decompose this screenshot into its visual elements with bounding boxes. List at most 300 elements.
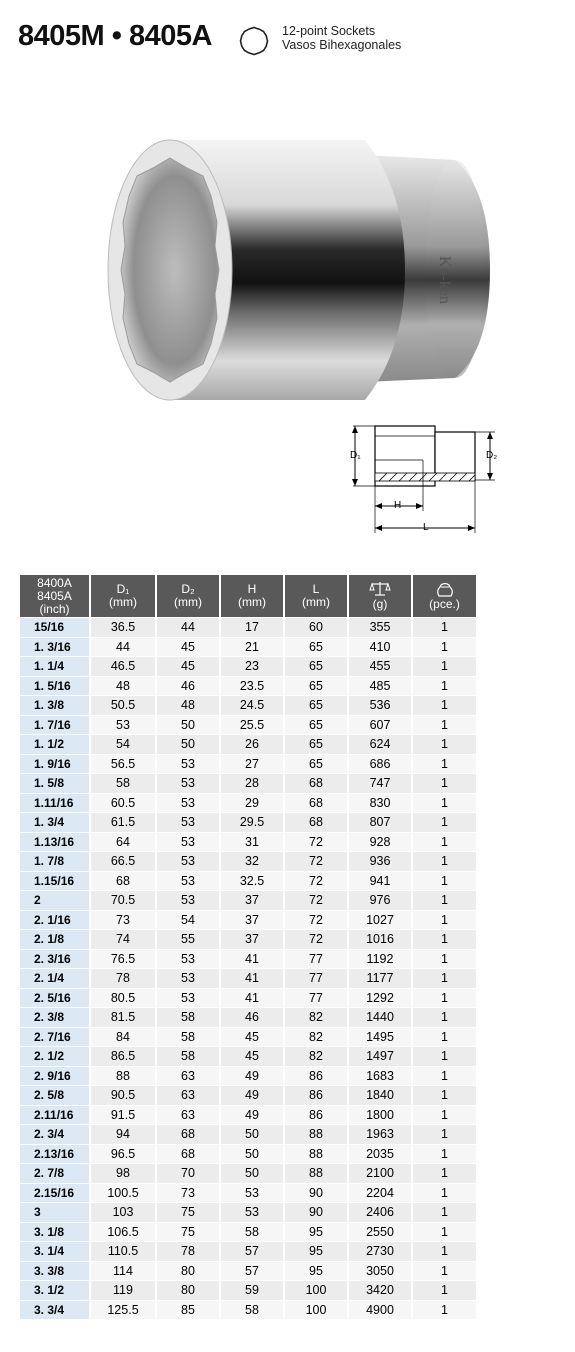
cell-l: 77	[284, 949, 348, 969]
cell-d1: 86.5	[90, 1047, 156, 1067]
cell-d2: 50	[156, 735, 220, 755]
cell-weight: 2550	[348, 1222, 412, 1242]
table-row	[20, 1164, 476, 1184]
cell-l: 72	[284, 871, 348, 891]
cell-pce: 1	[412, 1008, 476, 1028]
cell-pce: 1	[412, 1261, 476, 1281]
cell-pce: 1	[412, 1281, 476, 1301]
cell-d1: 81.5	[90, 1008, 156, 1028]
cell-d1: 96.5	[90, 1144, 156, 1164]
cell-size: 2. 3/8	[20, 1008, 90, 1028]
cell-weight: 1683	[348, 1066, 412, 1086]
cell-weight: 1177	[348, 969, 412, 989]
cell-h: 25.5	[220, 715, 284, 735]
cell-d2: 75	[156, 1203, 220, 1223]
cell-size: 2.15/16	[20, 1183, 90, 1203]
cell-size: 1. 5/8	[20, 774, 90, 794]
cell-pce: 1	[412, 930, 476, 950]
cell-d2: 70	[156, 1164, 220, 1184]
table-row	[20, 735, 476, 755]
cell-weight: 4900	[348, 1300, 412, 1319]
cell-h: 32	[220, 852, 284, 872]
cell-l: 60	[284, 618, 348, 638]
cell-weight: 3050	[348, 1261, 412, 1281]
cell-l: 72	[284, 910, 348, 930]
cell-d1: 110.5	[90, 1242, 156, 1262]
cell-weight: 941	[348, 871, 412, 891]
cell-l: 68	[284, 813, 348, 833]
cell-d2: 63	[156, 1086, 220, 1106]
cell-d1: 78	[90, 969, 156, 989]
cell-l: 82	[284, 1008, 348, 1028]
cell-d1: 88	[90, 1066, 156, 1086]
cell-weight: 355	[348, 618, 412, 638]
diagram-label-d1: D₁	[350, 450, 361, 461]
cell-pce: 1	[412, 1086, 476, 1106]
cell-d2: 53	[156, 969, 220, 989]
column-header-l: L (mm)	[284, 575, 348, 618]
cell-l: 77	[284, 988, 348, 1008]
cell-weight: 686	[348, 754, 412, 774]
cell-weight: 1016	[348, 930, 412, 950]
cell-l: 95	[284, 1261, 348, 1281]
table-row	[20, 715, 476, 735]
cell-weight: 2406	[348, 1203, 412, 1223]
brand-engraving: Ko-ken	[436, 256, 453, 304]
cell-h: 45	[220, 1047, 284, 1067]
cell-d2: 63	[156, 1105, 220, 1125]
cell-d2: 48	[156, 696, 220, 716]
cell-h: 58	[220, 1222, 284, 1242]
cell-size: 3. 3/4	[20, 1300, 90, 1319]
cell-l: 72	[284, 930, 348, 950]
table-row	[20, 1008, 476, 1028]
cell-weight: 830	[348, 793, 412, 813]
table-row	[20, 1047, 476, 1067]
cell-size: 1. 1/2	[20, 735, 90, 755]
cell-size: 2. 7/8	[20, 1164, 90, 1184]
cell-weight: 1495	[348, 1027, 412, 1047]
cell-d2: 53	[156, 852, 220, 872]
cell-pce: 1	[412, 1203, 476, 1223]
cell-h: 21	[220, 637, 284, 657]
cell-h: 49	[220, 1066, 284, 1086]
cell-size: 1. 9/16	[20, 754, 90, 774]
cell-d1: 58	[90, 774, 156, 794]
twelve-point-icon	[239, 26, 269, 56]
cell-l: 65	[284, 676, 348, 696]
cell-h: 50	[220, 1164, 284, 1184]
cell-size: 15/16	[20, 618, 90, 638]
cell-d2: 46	[156, 676, 220, 696]
cell-pce: 1	[412, 793, 476, 813]
cell-h: 37	[220, 910, 284, 930]
cell-size: 1.13/16	[20, 832, 90, 852]
diagram-label-d2: D₂	[486, 450, 498, 461]
cell-pce: 1	[412, 657, 476, 677]
cell-d1: 100.5	[90, 1183, 156, 1203]
cell-d2: 44	[156, 618, 220, 638]
cell-size: 1. 7/8	[20, 852, 90, 872]
cell-d1: 73	[90, 910, 156, 930]
table-row	[20, 1203, 476, 1223]
cell-d2: 85	[156, 1300, 220, 1319]
table-row	[20, 891, 476, 911]
cell-l: 68	[284, 793, 348, 813]
cell-size: 2	[20, 891, 90, 911]
cell-d2: 68	[156, 1125, 220, 1145]
cell-l: 88	[284, 1164, 348, 1184]
cell-pce: 1	[412, 696, 476, 716]
cell-l: 86	[284, 1105, 348, 1125]
cell-size: 3. 1/8	[20, 1222, 90, 1242]
cell-h: 32.5	[220, 871, 284, 891]
table-row	[20, 1183, 476, 1203]
cell-size: 3. 1/2	[20, 1281, 90, 1301]
cell-d2: 53	[156, 813, 220, 833]
cell-weight: 607	[348, 715, 412, 735]
cell-pce: 1	[412, 1125, 476, 1145]
diagram-label-l: L	[423, 522, 429, 533]
table-row	[20, 852, 476, 872]
cell-d2: 58	[156, 1008, 220, 1028]
cell-weight: 2100	[348, 1164, 412, 1184]
cell-size: 1. 3/16	[20, 637, 90, 657]
cell-l: 72	[284, 852, 348, 872]
cell-pce: 1	[412, 1222, 476, 1242]
cell-pce: 1	[412, 1144, 476, 1164]
cell-d2: 53	[156, 774, 220, 794]
cell-h: 59	[220, 1281, 284, 1301]
cell-d1: 56.5	[90, 754, 156, 774]
cell-h: 57	[220, 1261, 284, 1281]
cell-weight: 1192	[348, 949, 412, 969]
cell-pce: 1	[412, 637, 476, 657]
cell-weight: 976	[348, 891, 412, 911]
cell-h: 57	[220, 1242, 284, 1262]
cell-weight: 1963	[348, 1125, 412, 1145]
cell-size: 3	[20, 1203, 90, 1223]
bag-icon	[435, 581, 455, 597]
cell-weight: 485	[348, 676, 412, 696]
cell-size: 1. 5/16	[20, 676, 90, 696]
cell-pce: 1	[412, 949, 476, 969]
cell-h: 45	[220, 1027, 284, 1047]
diagram-label-h: H	[394, 500, 402, 511]
cell-pce: 1	[412, 735, 476, 755]
cell-size: 1. 7/16	[20, 715, 90, 735]
page-title: 8405M • 8405A	[18, 20, 212, 52]
table-row	[20, 1086, 476, 1106]
cell-d2: 63	[156, 1066, 220, 1086]
cell-size: 1.15/16	[20, 871, 90, 891]
table-row	[20, 1281, 476, 1301]
cell-h: 41	[220, 988, 284, 1008]
cell-weight: 747	[348, 774, 412, 794]
cell-l: 86	[284, 1066, 348, 1086]
cell-l: 88	[284, 1144, 348, 1164]
cell-d1: 53	[90, 715, 156, 735]
cell-l: 72	[284, 832, 348, 852]
cell-d1: 74	[90, 930, 156, 950]
cell-h: 26	[220, 735, 284, 755]
table-row	[20, 1066, 476, 1086]
cell-d2: 68	[156, 1144, 220, 1164]
cell-pce: 1	[412, 910, 476, 930]
cell-h: 23.5	[220, 676, 284, 696]
cell-d1: 36.5	[90, 618, 156, 638]
table-row	[20, 1105, 476, 1125]
cell-h: 46	[220, 1008, 284, 1028]
cell-h: 29	[220, 793, 284, 813]
cell-l: 77	[284, 969, 348, 989]
cell-h: 41	[220, 969, 284, 989]
cell-d1: 91.5	[90, 1105, 156, 1125]
cell-weight: 2204	[348, 1183, 412, 1203]
cell-h: 31	[220, 832, 284, 852]
cell-weight: 1497	[348, 1047, 412, 1067]
table-row	[20, 1300, 476, 1319]
cell-weight: 624	[348, 735, 412, 755]
cell-l: 82	[284, 1027, 348, 1047]
subtitle-spanish: Vasos Bihexagonales	[282, 38, 402, 52]
cell-size: 2. 7/16	[20, 1027, 90, 1047]
cell-d1: 125.5	[90, 1300, 156, 1319]
table-row	[20, 832, 476, 852]
cell-h: 24.5	[220, 696, 284, 716]
cell-weight: 1840	[348, 1086, 412, 1106]
cell-d2: 73	[156, 1183, 220, 1203]
cell-weight: 2730	[348, 1242, 412, 1262]
cell-size: 3. 1/4	[20, 1242, 90, 1262]
cell-d1: 84	[90, 1027, 156, 1047]
cell-pce: 1	[412, 969, 476, 989]
cell-l: 68	[284, 774, 348, 794]
table-row	[20, 871, 476, 891]
cell-pce: 1	[412, 832, 476, 852]
cell-pce: 1	[412, 871, 476, 891]
column-header-size: 8400A 8405A (inch)	[20, 575, 90, 618]
cell-pce: 1	[412, 1300, 476, 1319]
cell-l: 86	[284, 1086, 348, 1106]
cell-pce: 1	[412, 813, 476, 833]
table-row	[20, 949, 476, 969]
cell-l: 82	[284, 1047, 348, 1067]
cell-pce: 1	[412, 891, 476, 911]
column-header-d1: D₁ (mm)	[90, 575, 156, 618]
cell-weight: 1292	[348, 988, 412, 1008]
cell-pce: 1	[412, 754, 476, 774]
table-row	[20, 813, 476, 833]
scale-icon	[369, 581, 391, 597]
cell-pce: 1	[412, 1066, 476, 1086]
cell-d1: 103	[90, 1203, 156, 1223]
cell-d1: 76.5	[90, 949, 156, 969]
cell-l: 65	[284, 637, 348, 657]
cell-size: 2. 5/16	[20, 988, 90, 1008]
cell-d1: 94	[90, 1125, 156, 1145]
cell-weight: 1440	[348, 1008, 412, 1028]
cell-l: 65	[284, 735, 348, 755]
cell-pce: 1	[412, 1242, 476, 1262]
cell-d2: 58	[156, 1027, 220, 1047]
cell-d2: 45	[156, 637, 220, 657]
cell-d1: 90.5	[90, 1086, 156, 1106]
cell-size: 1. 3/4	[20, 813, 90, 833]
table-row	[20, 1222, 476, 1242]
cell-d2: 55	[156, 930, 220, 950]
cell-l: 100	[284, 1300, 348, 1319]
cell-size: 2.13/16	[20, 1144, 90, 1164]
cell-l: 95	[284, 1222, 348, 1242]
cell-size: 2. 1/4	[20, 969, 90, 989]
table-row	[20, 696, 476, 716]
cell-pce: 1	[412, 715, 476, 735]
cell-l: 88	[284, 1125, 348, 1145]
cell-d1: 114	[90, 1261, 156, 1281]
cell-h: 23	[220, 657, 284, 677]
cell-size: 2. 1/2	[20, 1047, 90, 1067]
cell-d1: 61.5	[90, 813, 156, 833]
cell-size: 2. 3/4	[20, 1125, 90, 1145]
cell-pce: 1	[412, 618, 476, 638]
cell-h: 53	[220, 1203, 284, 1223]
cell-d1: 106.5	[90, 1222, 156, 1242]
table-header-row	[20, 575, 476, 618]
cell-weight: 936	[348, 852, 412, 872]
cell-h: 53	[220, 1183, 284, 1203]
table-row	[20, 793, 476, 813]
cell-d2: 53	[156, 891, 220, 911]
cell-d2: 75	[156, 1222, 220, 1242]
table-row	[20, 618, 476, 638]
cell-h: 50	[220, 1144, 284, 1164]
cell-d1: 46.5	[90, 657, 156, 677]
cell-l: 90	[284, 1203, 348, 1223]
cell-d1: 66.5	[90, 852, 156, 872]
cell-weight: 2035	[348, 1144, 412, 1164]
cell-d2: 58	[156, 1047, 220, 1067]
table-row	[20, 1027, 476, 1047]
cell-d1: 119	[90, 1281, 156, 1301]
table-row	[20, 969, 476, 989]
cell-l: 95	[284, 1242, 348, 1262]
cell-weight: 536	[348, 696, 412, 716]
cell-d1: 54	[90, 735, 156, 755]
cell-d1: 60.5	[90, 793, 156, 813]
cell-d1: 80.5	[90, 988, 156, 1008]
cell-d2: 53	[156, 988, 220, 1008]
table-row	[20, 637, 476, 657]
table-row	[20, 754, 476, 774]
socket-product-image	[95, 130, 505, 410]
cell-size: 2. 5/8	[20, 1086, 90, 1106]
cell-d2: 78	[156, 1242, 220, 1262]
cell-weight: 807	[348, 813, 412, 833]
cell-weight: 1027	[348, 910, 412, 930]
cell-d2: 45	[156, 657, 220, 677]
cell-pce: 1	[412, 988, 476, 1008]
cell-h: 49	[220, 1105, 284, 1125]
cell-h: 41	[220, 949, 284, 969]
table-row	[20, 774, 476, 794]
cell-size: 2. 9/16	[20, 1066, 90, 1086]
spec-table	[20, 575, 476, 1319]
table-row	[20, 676, 476, 696]
cell-l: 65	[284, 657, 348, 677]
cell-h: 27	[220, 754, 284, 774]
cell-weight: 455	[348, 657, 412, 677]
cell-d2: 53	[156, 832, 220, 852]
cell-d1: 64	[90, 832, 156, 852]
cell-d2: 53	[156, 949, 220, 969]
cell-d1: 48	[90, 676, 156, 696]
table-row	[20, 1144, 476, 1164]
cell-l: 72	[284, 891, 348, 911]
cell-pce: 1	[412, 774, 476, 794]
cell-h: 28	[220, 774, 284, 794]
cell-d2: 50	[156, 715, 220, 735]
table-row	[20, 1242, 476, 1262]
cell-d1: 98	[90, 1164, 156, 1184]
cell-d1: 68	[90, 871, 156, 891]
cell-weight: 410	[348, 637, 412, 657]
column-header-d2: D₂ (mm)	[156, 575, 220, 618]
cell-size: 1.11/16	[20, 793, 90, 813]
table-row	[20, 988, 476, 1008]
cell-h: 37	[220, 891, 284, 911]
column-header-pce: (pce.)	[412, 575, 476, 618]
column-header-h: H (mm)	[220, 575, 284, 618]
cell-pce: 1	[412, 1183, 476, 1203]
cell-size: 1. 1/4	[20, 657, 90, 677]
cell-d2: 53	[156, 793, 220, 813]
cell-d2: 80	[156, 1261, 220, 1281]
cell-l: 65	[284, 754, 348, 774]
table-row	[20, 657, 476, 677]
cell-size: 1. 3/8	[20, 696, 90, 716]
subtitle-english: 12-point Sockets	[282, 24, 376, 38]
cell-pce: 1	[412, 676, 476, 696]
cell-d2: 53	[156, 754, 220, 774]
cell-size: 3. 3/8	[20, 1261, 90, 1281]
cell-d1: 44	[90, 637, 156, 657]
cell-d2: 80	[156, 1281, 220, 1301]
cell-pce: 1	[412, 1105, 476, 1125]
table-row	[20, 1261, 476, 1281]
cell-size: 2. 1/8	[20, 930, 90, 950]
cell-d1: 50.5	[90, 696, 156, 716]
cell-pce: 1	[412, 1164, 476, 1184]
cell-h: 50	[220, 1125, 284, 1145]
cell-pce: 1	[412, 1027, 476, 1047]
product-subtitle	[282, 24, 401, 52]
cell-weight: 928	[348, 832, 412, 852]
column-header-weight: (g)	[348, 575, 412, 618]
cell-size: 2. 3/16	[20, 949, 90, 969]
cell-pce: 1	[412, 852, 476, 872]
cell-l: 65	[284, 715, 348, 735]
table-row	[20, 930, 476, 950]
cell-size: 2.11/16	[20, 1105, 90, 1125]
cell-size: 2. 1/16	[20, 910, 90, 930]
cell-d2: 54	[156, 910, 220, 930]
cell-h: 58	[220, 1300, 284, 1319]
cell-h: 29.5	[220, 813, 284, 833]
cell-l: 90	[284, 1183, 348, 1203]
cell-h: 49	[220, 1086, 284, 1106]
cell-l: 100	[284, 1281, 348, 1301]
